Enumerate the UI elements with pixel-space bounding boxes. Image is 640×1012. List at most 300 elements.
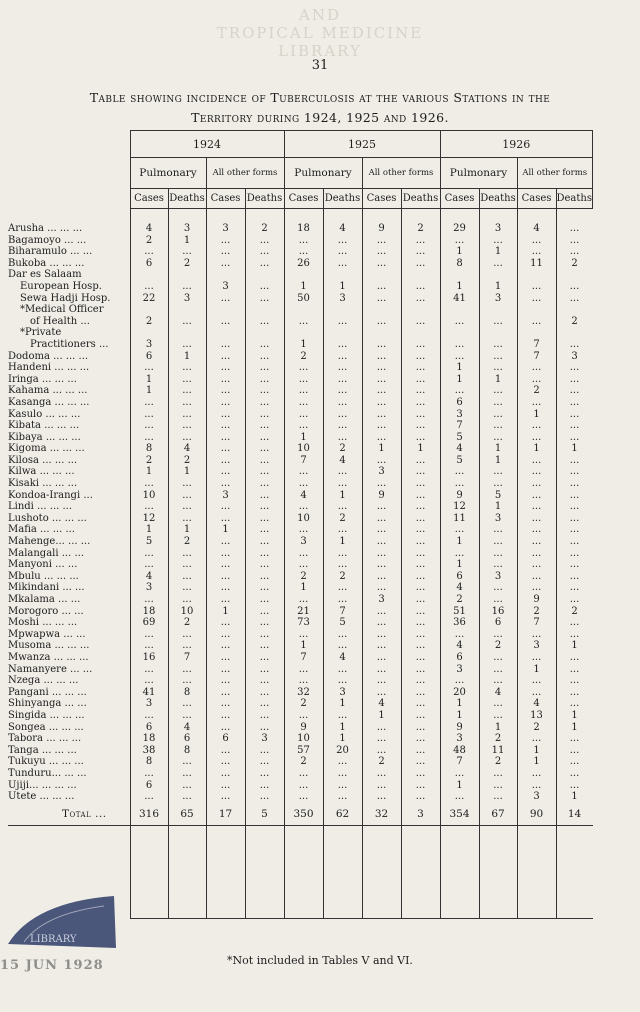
table-row: [8, 293, 593, 305]
table-cell: 5: [440, 455, 479, 467]
table-cell: [556, 269, 593, 281]
station-name: Lushoto ... ... ...: [8, 512, 87, 524]
table-cell: ...: [401, 490, 440, 502]
table-cell: ...: [206, 536, 245, 548]
table-cell: ...: [323, 559, 362, 571]
table-cell: ...: [245, 374, 284, 386]
table-row: [8, 269, 593, 281]
table-row: [8, 640, 593, 652]
station-name: Kibata ... ... ...: [8, 420, 80, 432]
table-cell: 1: [284, 281, 323, 293]
table-cell: ...: [440, 524, 479, 536]
table-cell: 73: [284, 617, 323, 629]
table-cell: 1: [323, 490, 362, 502]
table-cell: 7: [517, 617, 556, 629]
table-cell: ...: [284, 780, 323, 792]
table-cell: ...: [206, 351, 245, 363]
table-cell: ...: [323, 420, 362, 432]
table-cell: ...: [206, 443, 245, 455]
table-cell: ...: [206, 722, 245, 734]
table-cell: 1: [130, 466, 168, 478]
table-cell: ...: [556, 594, 593, 606]
table-cell: 1: [440, 246, 479, 258]
table-cell: ...: [168, 582, 206, 594]
table-cell: ...: [362, 235, 401, 247]
table-cell: [130, 304, 168, 316]
table-cell: ...: [440, 235, 479, 247]
table-row: [8, 548, 593, 560]
station-name: Iringa ... ... ...: [8, 373, 77, 385]
table-cell: ...: [479, 698, 517, 710]
table-cell: 2: [517, 385, 556, 397]
table-cell: [168, 304, 206, 316]
table-cell: ...: [440, 339, 479, 351]
table-cell: ...: [401, 594, 440, 606]
cases-header: Cases: [206, 189, 245, 209]
table-cell: ...: [362, 791, 401, 803]
table-cell: 1: [401, 443, 440, 455]
table-cell: 3: [517, 640, 556, 652]
table-cell: ...: [284, 397, 323, 409]
table-cell: [245, 269, 284, 281]
table-cell: ...: [362, 629, 401, 641]
station-name: *Medical Officer: [20, 304, 104, 316]
table-cell: 50: [284, 293, 323, 305]
table-cell: 9: [362, 490, 401, 502]
station-name: Kasulo ... ... ...: [8, 408, 81, 420]
table-title: [0, 88, 640, 128]
table-cell: 20: [323, 745, 362, 757]
table-cell: [323, 327, 362, 339]
table-cell: 16: [130, 652, 168, 664]
table-cell: ...: [479, 710, 517, 722]
table-cell: ...: [401, 246, 440, 258]
table-cell: ...: [479, 339, 517, 351]
table-cell: 2: [130, 235, 168, 247]
table-row: [8, 397, 593, 409]
table-cell: 9: [440, 722, 479, 734]
table-cell: 4: [130, 209, 168, 235]
table-cell: ...: [556, 664, 593, 676]
table-cell: ...: [206, 409, 245, 421]
table-cell: ...: [362, 374, 401, 386]
table-cell: ...: [130, 640, 168, 652]
table-row: [8, 339, 593, 351]
table-cell: ...: [362, 316, 401, 328]
station-header: [8, 131, 130, 209]
table-row: [8, 374, 593, 386]
table-cell: ...: [323, 246, 362, 258]
table-row: [8, 536, 593, 548]
table-cell: [440, 269, 479, 281]
table-cell: ...: [323, 258, 362, 270]
table-cell: ...: [245, 722, 284, 734]
table-cell: 11: [479, 745, 517, 757]
table-cell: [206, 327, 245, 339]
table-row: [8, 490, 593, 502]
table-cell: ...: [245, 559, 284, 571]
station-name: Musoma ... ... ...: [8, 640, 90, 652]
table-cell: ...: [245, 258, 284, 270]
table-cell: ...: [479, 351, 517, 363]
table-cell: ...: [245, 490, 284, 502]
table-cell: ...: [284, 710, 323, 722]
table-cell: ...: [206, 710, 245, 722]
table-cell: ...: [401, 745, 440, 757]
table-cell: ...: [556, 455, 593, 467]
table-cell: [440, 304, 479, 316]
table-cell: ...: [401, 548, 440, 560]
table-cell: ...: [517, 559, 556, 571]
table-title-line-2: Territory during 1924, 1925 and 1926.: [191, 110, 449, 125]
table-cell: ...: [556, 362, 593, 374]
table-cell: ...: [479, 235, 517, 247]
table-cell: ...: [517, 455, 556, 467]
table-cell: ...: [323, 524, 362, 536]
table-cell: 1: [284, 432, 323, 444]
table-row: [8, 281, 593, 293]
table-cell: ...: [362, 293, 401, 305]
station-name: Tabora ... ... ...: [8, 733, 82, 745]
table-cell: ...: [362, 501, 401, 513]
table-cell: ...: [517, 316, 556, 328]
table-cell: ...: [130, 791, 168, 803]
table-row: [8, 664, 593, 676]
table-cell: [556, 304, 593, 316]
table-cell: 10: [130, 490, 168, 502]
table-cell: ...: [401, 756, 440, 768]
table-cell: ...: [323, 594, 362, 606]
table-cell: 2: [284, 571, 323, 583]
table-cell: ...: [556, 209, 593, 235]
table-cell: ...: [401, 629, 440, 641]
table-cell: ...: [323, 409, 362, 421]
table-cell: 3: [323, 687, 362, 699]
table-cell: 2: [130, 316, 168, 328]
table-cell: 8: [130, 756, 168, 768]
table-cell: ...: [323, 791, 362, 803]
table-cell: 1: [440, 536, 479, 548]
total-cell: 14: [556, 803, 593, 826]
table-cell: ...: [245, 362, 284, 374]
table-cell: ...: [206, 559, 245, 571]
table-cell: ...: [323, 640, 362, 652]
table-cell: [245, 304, 284, 316]
table-cell: ...: [362, 652, 401, 664]
table-cell: ...: [556, 652, 593, 664]
table-cell: ...: [323, 756, 362, 768]
station-name: Mbulu ... ... ...: [8, 570, 79, 582]
table-cell: 20: [440, 687, 479, 699]
table-cell: ...: [556, 409, 593, 421]
table-cell: ...: [401, 617, 440, 629]
table-cell: ...: [401, 524, 440, 536]
table-cell: ...: [556, 432, 593, 444]
table-cell: [206, 269, 245, 281]
table-cell: 1: [440, 362, 479, 374]
table-cell: ...: [401, 258, 440, 270]
table-cell: ...: [401, 559, 440, 571]
table-cell: 3: [284, 536, 323, 548]
table-cell: 6: [130, 258, 168, 270]
table-cell: [284, 304, 323, 316]
station-name: Mahenge... ... ...: [8, 536, 91, 548]
watermark-line-3: LIBRARY: [278, 42, 362, 60]
table-row: [8, 780, 593, 792]
table-cell: ...: [245, 606, 284, 618]
table-cell: ...: [517, 501, 556, 513]
table-cell: 29: [440, 209, 479, 235]
table-cell: 1: [556, 791, 593, 803]
table-cell: ...: [362, 420, 401, 432]
table-cell: 9: [440, 490, 479, 502]
table-cell: ...: [362, 478, 401, 490]
table-cell: 3: [479, 513, 517, 525]
table-cell: ...: [401, 362, 440, 374]
table-cell: 7: [517, 339, 556, 351]
table-cell: ...: [284, 316, 323, 328]
table-cell: [401, 269, 440, 281]
table-cell: 6: [440, 571, 479, 583]
table-cell: ...: [362, 571, 401, 583]
table-cell: ...: [206, 316, 245, 328]
table-cell: ...: [440, 791, 479, 803]
table-row: [8, 304, 593, 316]
table-cell: ...: [556, 559, 593, 571]
table-cell: ...: [206, 756, 245, 768]
table-cell: 2: [284, 351, 323, 363]
deaths-header: Deaths: [401, 189, 440, 209]
station-name: Lindi ... ... ...: [8, 501, 73, 513]
table-cell: 1: [206, 606, 245, 618]
table-cell: 41: [130, 687, 168, 699]
table-cell: ...: [284, 768, 323, 780]
table-cell: 6: [168, 733, 206, 745]
table-cell: ...: [206, 768, 245, 780]
table-cell: 1: [517, 409, 556, 421]
station-name: Tukuyu ... ... ...: [8, 756, 84, 768]
table-cell: ...: [556, 780, 593, 792]
table-cell: 1: [556, 722, 593, 734]
table-cell: ...: [206, 780, 245, 792]
table-cell: ...: [168, 513, 206, 525]
table-cell: ...: [168, 640, 206, 652]
table-cell: ...: [401, 791, 440, 803]
table-cell: 1: [517, 664, 556, 676]
table-row: [8, 501, 593, 513]
table-cell: ...: [362, 582, 401, 594]
table-cell: 13: [517, 710, 556, 722]
table-cell: ...: [206, 455, 245, 467]
station-name: Bagamoyo ... ...: [8, 234, 87, 246]
table-cell: ...: [440, 385, 479, 397]
table-cell: 2: [245, 209, 284, 235]
table-cell: ...: [479, 385, 517, 397]
table-cell: ...: [440, 478, 479, 490]
table-cell: 8: [130, 443, 168, 455]
table-cell: 3: [479, 209, 517, 235]
table-cell: ...: [401, 768, 440, 780]
table-cell: [284, 269, 323, 281]
table-cell: ...: [440, 351, 479, 363]
table-cell: 1: [284, 339, 323, 351]
table-cell: ...: [556, 733, 593, 745]
table-cell: ...: [362, 617, 401, 629]
cases-header: Cases: [362, 189, 401, 209]
table-cell: ...: [479, 316, 517, 328]
table-cell: ...: [168, 490, 206, 502]
table-cell: ...: [401, 722, 440, 734]
table-cell: 6: [440, 397, 479, 409]
table-cell: ...: [517, 687, 556, 699]
table-cell: ...: [362, 281, 401, 293]
table-cell: ...: [479, 582, 517, 594]
table-cell: 1: [323, 536, 362, 548]
table-cell: ...: [362, 409, 401, 421]
table-cell: 1: [168, 235, 206, 247]
table-cell: ...: [206, 420, 245, 432]
table-cell: ...: [479, 675, 517, 687]
table-row: [8, 478, 593, 490]
table-cell: 26: [284, 258, 323, 270]
table-cell: ...: [168, 629, 206, 641]
table-cell: 6: [440, 652, 479, 664]
total-cell: 350: [284, 803, 323, 826]
table-cell: ...: [168, 756, 206, 768]
table-cell: ...: [284, 594, 323, 606]
table-cell: ...: [401, 501, 440, 513]
table-cell: 1: [323, 698, 362, 710]
table-cell: ...: [323, 351, 362, 363]
table-cell: ...: [556, 698, 593, 710]
table-cell: ...: [245, 745, 284, 757]
table-cell: 4: [479, 687, 517, 699]
total-cell: 316: [130, 803, 168, 826]
cases-header: Cases: [517, 189, 556, 209]
table-cell: 1: [479, 374, 517, 386]
table-cell: 1: [323, 733, 362, 745]
table-cell: ...: [479, 466, 517, 478]
table-cell: 3: [517, 791, 556, 803]
table-cell: ...: [556, 478, 593, 490]
table-cell: ...: [362, 733, 401, 745]
table-cell: 1: [517, 443, 556, 455]
table-cell: 1: [130, 374, 168, 386]
table-cell: ...: [517, 768, 556, 780]
table-cell: ...: [440, 629, 479, 641]
table-cell: 8: [440, 258, 479, 270]
table-cell: [401, 327, 440, 339]
table-row: [8, 756, 593, 768]
table-cell: ...: [284, 478, 323, 490]
table-cell: [130, 327, 168, 339]
table-cell: 2: [362, 756, 401, 768]
table-cell: ...: [206, 571, 245, 583]
table-cell: 4: [168, 722, 206, 734]
table-cell: ...: [245, 698, 284, 710]
table-cell: 1: [556, 710, 593, 722]
table-cell: 3: [130, 698, 168, 710]
table-cell: ...: [245, 455, 284, 467]
table-title-line-1: Table showing incidence of Tuberculosis at the various Stations in the: [89, 90, 551, 105]
table-cell: 1: [440, 710, 479, 722]
table-cell: 3: [479, 571, 517, 583]
table-cell: ...: [284, 374, 323, 386]
table-cell: [517, 327, 556, 339]
table-cell: ...: [323, 374, 362, 386]
station-name: Kasanga ... ... ...: [8, 396, 90, 408]
table-cell: ...: [245, 339, 284, 351]
table-cell: ...: [362, 559, 401, 571]
table-cell: 2: [168, 536, 206, 548]
table-cell: [479, 269, 517, 281]
table-cell: ...: [323, 664, 362, 676]
station-name: Dodoma ... ... ...: [8, 350, 89, 362]
table-cell: ...: [556, 420, 593, 432]
table-row: [8, 209, 593, 235]
station-name: Ujiji... ... ... ...: [8, 779, 77, 791]
station-name: Utete ... ... ...: [8, 791, 75, 803]
table-cell: ...: [323, 397, 362, 409]
table-row: [8, 455, 593, 467]
table-cell: ...: [517, 281, 556, 293]
table-cell: 1: [284, 582, 323, 594]
station-name: Pangani ... ... ...: [8, 686, 87, 698]
station-name: Shinyanga ... ...: [8, 698, 87, 710]
table-cell: 1: [362, 710, 401, 722]
table-cell: ...: [206, 594, 245, 606]
table-cell: ...: [245, 466, 284, 478]
table-cell: ...: [206, 374, 245, 386]
table-cell: ...: [401, 235, 440, 247]
table-cell: ...: [130, 559, 168, 571]
group-header-other: All other forms: [362, 158, 440, 189]
table-cell: ...: [245, 617, 284, 629]
table-cell: 4: [362, 698, 401, 710]
station-name: European Hosp.: [20, 280, 102, 292]
table-cell: 6: [479, 617, 517, 629]
table-cell: ...: [401, 513, 440, 525]
table-cell: ...: [206, 246, 245, 258]
table-cell: ...: [168, 548, 206, 560]
table-cell: ...: [168, 385, 206, 397]
received-date-stamp: 15 JUN 1928: [0, 958, 104, 973]
table-cell: ...: [323, 362, 362, 374]
table-cell: ...: [168, 374, 206, 386]
table-cell: 5: [130, 536, 168, 548]
table-cell: ...: [206, 582, 245, 594]
total-cell: 62: [323, 803, 362, 826]
table-cell: ...: [401, 420, 440, 432]
cases-header: Cases: [284, 189, 323, 209]
table-cell: [362, 327, 401, 339]
table-cell: [401, 304, 440, 316]
table-cell: 6: [130, 722, 168, 734]
table-cell: ...: [401, 281, 440, 293]
group-header-other: All other forms: [206, 158, 284, 189]
table-cell: ...: [284, 362, 323, 374]
year-header-1925: 1925: [284, 131, 440, 158]
table-cell: ...: [130, 420, 168, 432]
table-cell: ...: [168, 675, 206, 687]
table-cell: ...: [401, 698, 440, 710]
table-cell: ...: [245, 652, 284, 664]
table-cell: 1: [323, 722, 362, 734]
table-cell: ...: [362, 455, 401, 467]
table-cell: ...: [362, 351, 401, 363]
table-cell: ...: [206, 339, 245, 351]
table-row: [8, 327, 593, 339]
